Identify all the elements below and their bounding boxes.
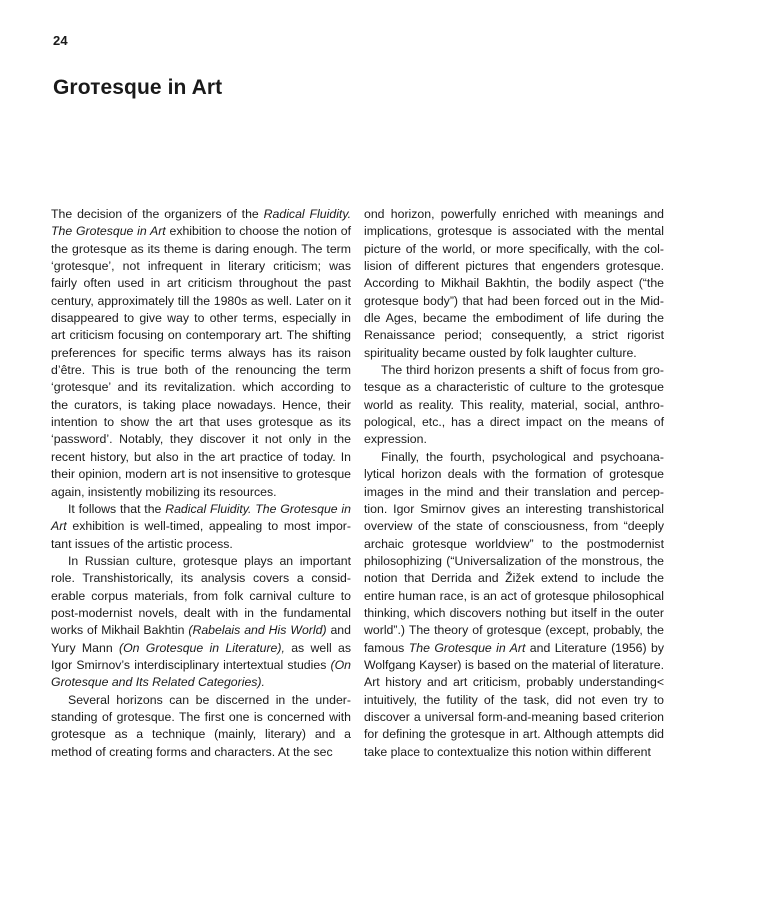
page-title: Grотеsque in Art (53, 76, 223, 99)
text-run: It follows that the (68, 501, 166, 516)
book-title: (On Grotesque and Its Related Categories). (51, 657, 351, 690)
paragraph (364, 206, 664, 362)
paragraph (51, 206, 351, 501)
book-title: The Grotesque in Art (408, 640, 526, 655)
paragraph (364, 449, 664, 761)
paragraph (51, 692, 351, 761)
page-number: 24 (53, 33, 68, 48)
exhibition-title: Radical Fluidity. The Grotesque in Art (51, 207, 351, 239)
text-run: exhibition to choose the notion of the grotesque as its theme is daring enough. The term ‘grotesque’, not infrequent in literary criticism; was fairly often used in art criticism throughout the past century, approximately till the 1980s as well. Later on it disappeared to give way to other terms, especially in art criticism focusing on contemporary art. The shifting preferences for specific terms always has its raison d’être. This is true both of the renouncing the term ‘grotesque’ and its revitalization. which according to the curators, is taking place nowadays. Hence, their intention to show the art that uses grotesque as its ‘password’. Notably, they discover it not only in the recent history, but also in the art practice of today. In their opinion, modern art is not insensitive to grotesque again, insistently mobilizing its resources. (51, 224, 351, 499)
left-column (51, 206, 351, 761)
body-text (51, 206, 664, 761)
paragraph (51, 501, 351, 553)
text-run: ond horizon, powerfully enriched with meanings and implications, grotesque is associated with the mental picture of the world, or more specifically, with the collision of different pictures that engenders grotesque. According to Mikhail Bakhtin, the bodily aspect (“the grotesque body”) that had been forced out in the Middle Ages, became the embodiment of life during the Renaissance period; consequently, a strict rigorist spirituality became ousted by folk laughter culture. (364, 207, 664, 360)
text-run: and Literature (1956) by Wolfgang Kayser) is based on the material of literature. Art history and art criticism, probably understanding< intuitively, the futility of the task, did not even try to discover a universal form-and-meaning based criterion for defining the grotesque in art. Although attempts did take place to contextualize this notion within different (364, 640, 665, 759)
book-title: (On Grotesque in Literature), (119, 640, 285, 655)
text-run: Finally, the fourth, psychological and psychoanalytical horizon deals with the formation of grotesque images in the mind and their translation and perception. Igor Smirnov gives an interesting transhistorical overview of the state of consciousness, from “deeply archaic grotesque worldview” to the postmodernist philosophizing (“Universalization of the monstrous, the notion that Derrida and Žižek extend to include the entire human race, is an act of grotesque philosophical thinking, which discovers nothing but itself in the outer world”.) The theory of grotesque (except, probably, the famous (364, 449, 664, 655)
text-run: In Russian culture, grotesque plays an important role. Transhistorically, its analysis covers a considerable corpus materials, from folk carnival culture to post-modernist novels, dealt with in the fundamental works of Mikhail Bakhtin (51, 553, 351, 638)
right-column (364, 206, 664, 761)
paragraph (364, 362, 664, 449)
paragraph (51, 553, 351, 692)
text-run: exhibition is well-timed, appealing to most important issues of the artistic process. (51, 519, 351, 551)
text-run: The third horizon presents a shift of focus from grotesque as a characteristic of culture to the grotesque world as reality. This reality, material, social, anthropological, etc., has a direct impact on the means of expression. (364, 363, 664, 447)
text-run: and Yury Mann (51, 623, 351, 655)
exhibition-title: Radical Fluidity. The Grotesque in Art (51, 501, 351, 534)
text-run: as well as Igor Smirnov’s interdisciplinary intertextual studies (51, 640, 351, 672)
text-run: Several horizons can be discerned in the understanding of grotesque. The first one is concerned with grotesque as a technique (mainly, literary) and a method of creating forms and characters. At the sec (51, 692, 351, 759)
text-run: The decision of the organizers of the (51, 207, 264, 221)
book-title: (Rabelais and His World) (188, 623, 327, 638)
